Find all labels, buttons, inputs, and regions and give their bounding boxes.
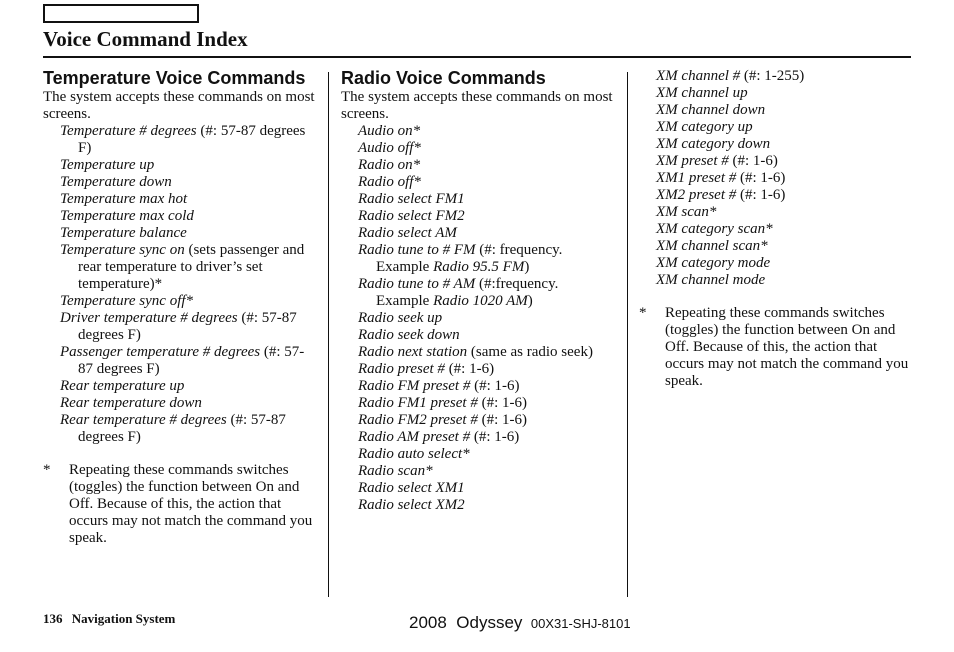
command-description-end: ): [527, 293, 533, 309]
command-item: [341, 446, 615, 463]
command-item: [43, 395, 315, 412]
command-example: Radio 95.5 FM: [433, 259, 525, 275]
command-item: [341, 225, 615, 242]
radio-column: [341, 68, 615, 514]
command-description: (same as radio seek): [467, 344, 593, 360]
page-number: 136: [43, 611, 63, 626]
command-text: Radio preset #: [358, 361, 445, 377]
command-item: [43, 344, 315, 378]
command-text: XM scan*: [656, 204, 717, 220]
command-item: [639, 102, 911, 119]
command-description: (sets passenger and rear temperature to driver’s set temperature)*: [78, 242, 305, 292]
command-text: Temperature # degrees: [60, 123, 197, 139]
command-item: [43, 412, 315, 446]
command-item: [639, 68, 911, 85]
temperature-footnote: [43, 462, 315, 547]
command-description: (#: 1-6): [444, 361, 495, 377]
command-item: [341, 395, 615, 412]
command-description: (#: 57-87 degrees F): [78, 310, 297, 343]
command-description: (#: 57-87 degrees F): [78, 344, 305, 377]
command-text: XM category mode: [656, 255, 771, 271]
command-item: [43, 242, 315, 293]
command-text: Temperature max cold: [60, 208, 194, 224]
temperature-column: [43, 68, 315, 547]
command-item: [639, 119, 911, 136]
command-text: Temperature sync on: [60, 242, 185, 258]
footnote-marker: *: [639, 305, 647, 321]
command-text: XM category down: [656, 136, 771, 152]
command-item: [43, 123, 315, 157]
command-text: Radio AM preset #: [358, 429, 471, 445]
command-text: Radio off*: [358, 174, 421, 190]
command-text: XM preset #: [656, 153, 729, 169]
footnote-text: Repeating these commands switches (toggles) the function between On and Off. Because of this, the action that occurs may not match the command you speak.: [69, 462, 313, 546]
header-rule: [43, 56, 911, 58]
command-text: Radio select FM2: [358, 208, 465, 224]
command-text: Temperature up: [60, 157, 155, 173]
footer-page: [43, 611, 175, 627]
command-text: XM2 preset #: [656, 187, 737, 203]
command-text: Radio next station: [358, 344, 468, 360]
command-text: Radio select FM1: [358, 191, 465, 207]
command-text: XM channel mode: [656, 272, 766, 288]
footnote-marker: *: [43, 462, 51, 478]
command-item: [341, 208, 615, 225]
footnote-text: Repeating these commands switches (toggles) the function between On and Off. Because of this, the action that occurs may not match the command you speak.: [665, 305, 909, 389]
command-example: Radio 1020 AM: [433, 293, 528, 309]
temperature-command-list: [43, 123, 315, 446]
command-text: Radio select AM: [358, 225, 457, 241]
command-text: Radio scan*: [358, 463, 433, 479]
command-text: XM channel up: [656, 85, 748, 101]
header-tab-box: [43, 4, 199, 23]
command-item: [639, 136, 911, 153]
section-name: Navigation System: [71, 611, 176, 626]
temperature-intro: The system accepts these commands on most screens.: [43, 89, 315, 122]
command-text: Radio FM preset #: [358, 378, 471, 394]
command-item: [43, 174, 315, 191]
model-name: 2008 Odyssey: [409, 613, 523, 632]
command-text: Temperature down: [60, 174, 172, 190]
command-text: Temperature sync off*: [60, 293, 194, 309]
xm-footnote: [639, 305, 911, 390]
xm-command-list: [639, 68, 911, 289]
command-text: Radio FM1 preset #: [358, 395, 478, 411]
command-text: Passenger temperature # degrees: [60, 344, 261, 360]
command-text: XM channel scan*: [656, 238, 768, 254]
command-item: [43, 378, 315, 395]
footer-model: [409, 613, 631, 633]
command-text: XM category up: [656, 119, 753, 135]
command-item: [43, 225, 315, 242]
command-item: [341, 327, 615, 344]
command-item: [639, 204, 911, 221]
command-text: XM1 preset #: [656, 170, 737, 186]
command-item: [639, 187, 911, 204]
command-text: Radio tune to # AM: [358, 276, 476, 292]
command-item: [341, 276, 615, 310]
command-item: [341, 463, 615, 480]
command-item: [639, 85, 911, 102]
command-text: Radio FM2 preset #: [358, 412, 478, 428]
command-text: Rear temperature down: [60, 395, 202, 411]
command-text: Rear temperature # degrees: [60, 412, 227, 428]
command-item: [341, 174, 615, 191]
command-text: Temperature balance: [60, 225, 187, 241]
command-item: [341, 310, 615, 327]
column-divider-2: [627, 72, 628, 597]
command-text: Audio off*: [358, 140, 421, 156]
command-item: [341, 361, 615, 378]
command-item: [341, 429, 615, 446]
command-description: (#: 1-6): [736, 187, 786, 203]
command-text: Radio select XM2: [358, 497, 465, 513]
command-text: Radio auto select*: [358, 446, 470, 462]
column-divider-1: [328, 72, 329, 597]
command-text: Radio seek up: [358, 310, 443, 326]
radio-command-list: [341, 123, 615, 514]
command-text: Radio select XM1: [358, 480, 465, 496]
command-item: [341, 344, 615, 361]
command-item: [639, 153, 911, 170]
command-item: [43, 208, 315, 225]
command-item: [639, 255, 911, 272]
command-item: [639, 170, 911, 187]
command-description: (#: frequency. Example: [376, 242, 563, 275]
command-item: [639, 221, 911, 238]
command-description: (#: 1-6): [477, 412, 527, 428]
command-text: Temperature max hot: [60, 191, 188, 207]
xm-column: [639, 68, 911, 390]
command-item: [341, 157, 615, 174]
command-description-end: ): [524, 259, 530, 275]
command-text: Radio seek down: [358, 327, 460, 343]
radio-heading: Radio Voice Commands: [341, 68, 546, 88]
temperature-heading: Temperature Voice Commands: [43, 68, 306, 88]
command-item: [341, 412, 615, 429]
command-item: [341, 140, 615, 157]
command-text: Radio on*: [358, 157, 421, 173]
command-text: XM channel down: [656, 102, 766, 118]
command-item: [43, 310, 315, 344]
command-description: (#: 1-6): [477, 395, 527, 411]
command-description: (#: 57-87 degrees F): [78, 123, 306, 156]
model-code: 00X31-SHJ-8101: [530, 616, 631, 631]
command-item: [43, 293, 315, 310]
command-text: Radio tune to # FM: [358, 242, 476, 258]
command-description: (#:frequency. Example: [376, 276, 559, 309]
command-item: [341, 191, 615, 208]
command-text: Audio on*: [358, 123, 421, 139]
command-text: Driver temperature # degrees: [60, 310, 238, 326]
command-description: (#: 1-6): [470, 378, 520, 394]
radio-intro: The system accepts these commands on most screens.: [341, 89, 613, 122]
command-description: (#: 1-6): [470, 429, 520, 445]
command-item: [639, 272, 911, 289]
command-description: (#: 1-6): [736, 170, 786, 186]
command-item: [639, 238, 911, 255]
command-item: [341, 378, 615, 395]
command-item: [43, 191, 315, 208]
command-text: XM channel #: [656, 68, 741, 84]
command-item: [341, 497, 615, 514]
command-item: [341, 123, 615, 140]
command-text: XM category scan*: [656, 221, 773, 237]
command-text: Rear temperature up: [60, 378, 185, 394]
command-description: (#: 1-6): [728, 153, 778, 169]
command-item: [341, 242, 615, 276]
command-item: [341, 480, 615, 497]
page-title: Voice Command Index: [43, 27, 248, 51]
command-description: (#: 1-255): [740, 68, 805, 84]
command-description: (#: 57-87 degrees F): [78, 412, 286, 445]
command-item: [43, 157, 315, 174]
